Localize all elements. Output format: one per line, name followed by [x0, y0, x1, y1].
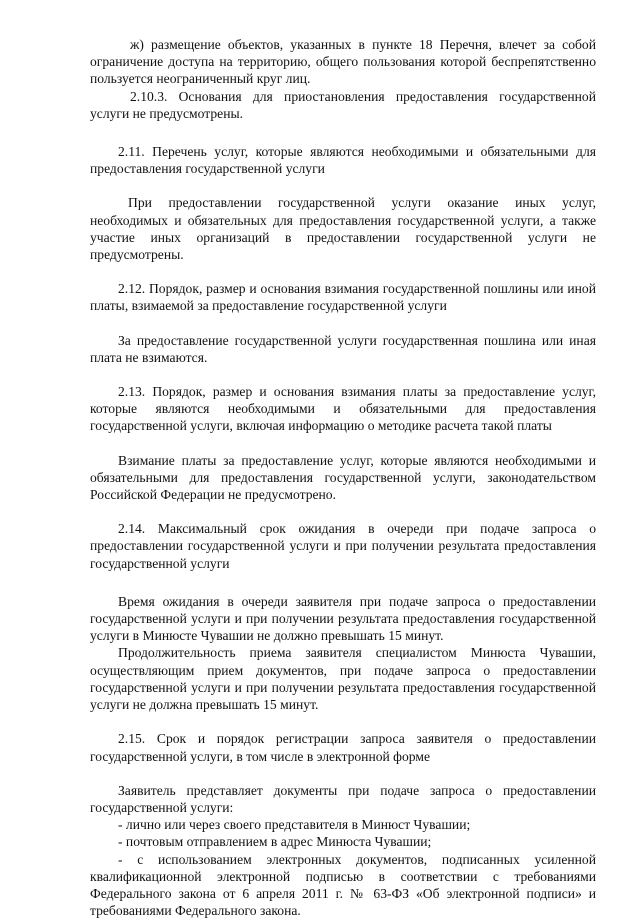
- list-item-by-mail: - почтовым отправлением в адрес Минюста Чувашии;: [118, 834, 432, 850]
- paragraph-fee-not-provided: Взимание платы за предоставление услуг, которые являются необходимыми и обязательными для предоставления государственной услуги, законодательством Российской Федерации не предусмотрено.: [90, 452, 596, 503]
- paragraph-other-services: При предоставлении государственной услуги оказание иных услуг, необходимых и обязательных для предоставления государственной услуги, а также участие иных организаций в предоставлении государственной услуги не предусмотрены.: [90, 195, 596, 263]
- paragraph-no-fee: За предоставление государственной услуги государственная пошлина или иная плата не взимаются.: [90, 332, 596, 365]
- list-item-in-person: - лично или через своего представителя в Минюст Чувашии;: [118, 817, 471, 833]
- paragraph-reception-duration: Продолжительность приема заявителя специалистом Минюста Чувашии, осуществляющим прием документов, при подаче запроса о предоставлении государственной услуги и при получении результата предоставления государственной услуги не должна превышать 15 минут.: [90, 645, 596, 713]
- heading-2-15: 2.15. Срок и порядок регистрации запроса заявителя о предоставлении государственной услуги, в том числе в электронной форме: [90, 731, 596, 764]
- document-page: [90, 36, 596, 919]
- heading-2-12: 2.12. Порядок, размер и основания взимания государственной пошлины или иной платы, взимаемой за предоставление государственной услуги: [90, 281, 596, 314]
- heading-2-14: 2.14. Максимальный срок ожидания в очереди при подаче запроса о предоставлении государственной услуги и при получении результата предоставления государственной услуги: [90, 521, 596, 571]
- paragraph-placement-objects: ж) размещение объектов, указанных в пункте 18 Перечня, влечет за собой ограничение доступа на территорию, общего пользования которой беспрепятственно пользуется неограниченный круг лиц.: [90, 37, 596, 87]
- paragraph-queue-time: Время ожидания в очереди заявителя при подаче запроса о предоставлении государственной услуги и при получении результата предоставления государственной услуги в Минюсте Чувашии не должно превышать 15 минут.: [90, 593, 596, 644]
- paragraph-2-10-3: 2.10.3. Основания для приостановления предоставления государственной услуги не предусмотрены.: [90, 88, 596, 121]
- heading-2-11: 2.11. Перечень услуг, которые являются необходимыми и обязательными для предоставления государственной услуги: [90, 144, 596, 177]
- paragraph-submission-methods: Заявитель представляет документы при подаче запроса о предоставлении государственной услуги:: [90, 782, 596, 815]
- heading-2-13: 2.13. Порядок, размер и основания взимания платы за предоставление услуг, которые являются необходимыми и обязательными для предоставления государственной услуги, включая информацию о методике расчета такой платы: [90, 384, 596, 434]
- list-item-electronic: - с использованием электронных документов, подписанных усиленной квалификационной электронной подписью в соответствии с требованиями Федерального закона от 6 апреля 2011 г. № 63-ФЗ «Об электронной подписи» и требованиями Федерального закона.: [90, 851, 596, 919]
